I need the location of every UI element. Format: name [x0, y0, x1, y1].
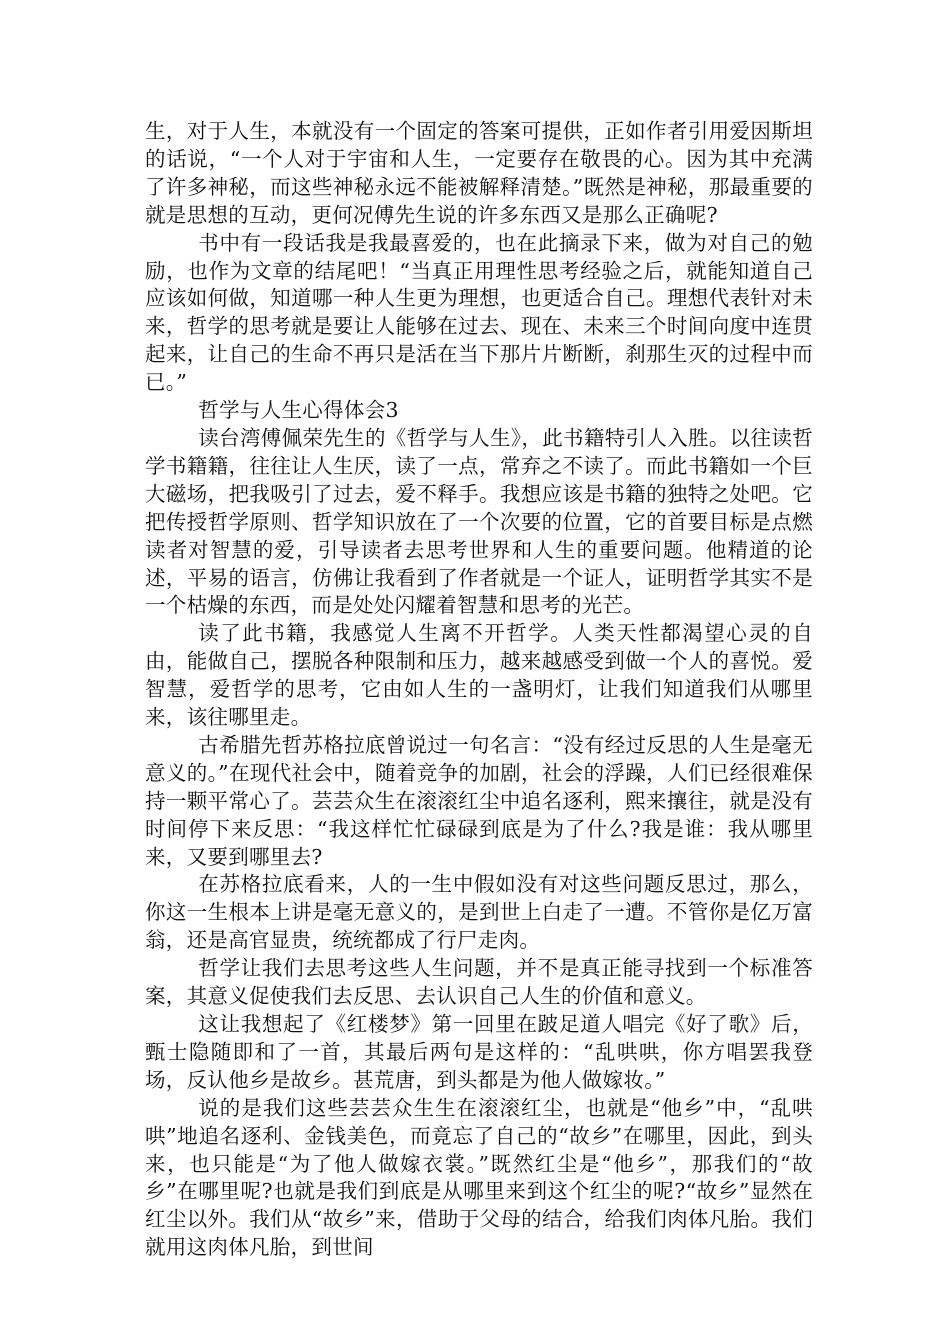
paragraph-5: 古希腊先哲苏格拉底曾说过一句名言：“没有经过反思的人生是毫无意义的。”在现代社会中，随着竞争的加剧，社会的浮躁，人们已经很难保持一颗平常心了。芸芸众生在滚滚红尘中追名逐利，熙来攘往，就是没有时间停下来反思：“我这样忙忙碌碌到底是为了什么?我是谁：我从哪里来，又要到哪里去?: [145, 732, 813, 869]
paragraph-1: 生，对于人生，本就没有一个固定的答案可提供，正如作者引用爱因斯坦的话说，“一个人对于宇宙和人生，一定要存在敬畏的心。因为其中充满了许多神秘，而这些神秘永远不能被解释清楚。”既然是神秘，那最重要的就是思想的互动，更何况傅先生说的许多东西又是那么正确呢?: [145, 119, 813, 227]
paragraph-6: 在苏格拉底看来，人的一生中假如没有对这些问题反思过，那么，你这一生根本上讲是毫无意义的，是到世上白走了一遭。不管你是亿万富翁，还是高官显贵，统统都成了行尸走肉。: [145, 872, 813, 953]
paragraph-2: 书中有一段话我是我最喜爱的，也在此摘录下来，做为对自己的勉励，也作为文章的结尾吧！“当真正用理性思考经验之后，就能知道自己应该如何做，知道哪一种人生更为理想，也更适合自己。理想代表针对未来，哲学的思考就是要让人能够在过去、现在、未来三个时间向度中连贯起来，让自己的生命不再只是活在当下那片片断断，刹那生灭的过程中而已。”: [145, 230, 813, 395]
paragraph-7: 哲学让我们去思考这些人生问题，并不是真正能寻找到一个标准答案，其意义促使我们去反思、去认识自己人生的价值和意义。: [145, 956, 813, 1009]
paragraph-4: 读了此书籍，我感觉人生离不开哲学。人类天性都渴望心灵的自由，能做自己，摆脱各种限制和压力，越来越感受到做一个人的喜悦。爱智慧，爱哲学的思考，它由如人生的一盏明灯，让我们知道我们从哪里来，该往哪里走。: [145, 621, 813, 730]
paragraph-9: 说的是我们这些芸芸众生生在滚滚红尘，也就是“他乡”中，“乱哄哄”地追名逐利、金钱美色，而竟忘了自己的“故乡”在哪里，因此，到头来，也只能是“为了他人做嫁衣裳。”既然红尘是“他乡”，那我们的“故乡”在哪里呢?也就是我们到底是从哪里来到这个红尘的呢?“故乡”显然在红尘以外。我们从“故乡”来，借助于父母的结合，给我们肉体凡胎。我们就用这肉体凡胎，到世间: [145, 1095, 813, 1260]
paragraph-3: 读台湾傅佩荣先生的《哲学与人生》，此书籍特引人入胜。以往读哲学书籍籍，往往让人生厌，读了一点，常弃之不读了。而此书籍如一个巨大磁场，把我吸引了过去，爱不释手。我想应该是书籍的独特之处吧。它把传授哲学原则、哲学知识放在了一个次要的位置，它的首要目标是点燃读者对智慧的爱，引导读者去思考世界和人生的重要问题。他精道的论述，平易的语言，仿佛让我看到了作者就是一个证人，证明哲学其实不是一个枯燥的东西，而是处处闪耀着智慧和思考的光芒。: [145, 425, 813, 618]
paragraph-8: 这让我想起了《红楼梦》第一回里在跛足道人唱完《好了歌》后，甄士隐随即和了一首，其最后两句是这样的：“乱哄哄，你方唱罢我登场，反认他乡是故乡。甚荒唐，到头都是为他人做嫁妆。”: [145, 1012, 813, 1092]
section-heading: 哲学与人生心得体会3: [198, 398, 399, 423]
document-page: [145, 118, 813, 1262]
